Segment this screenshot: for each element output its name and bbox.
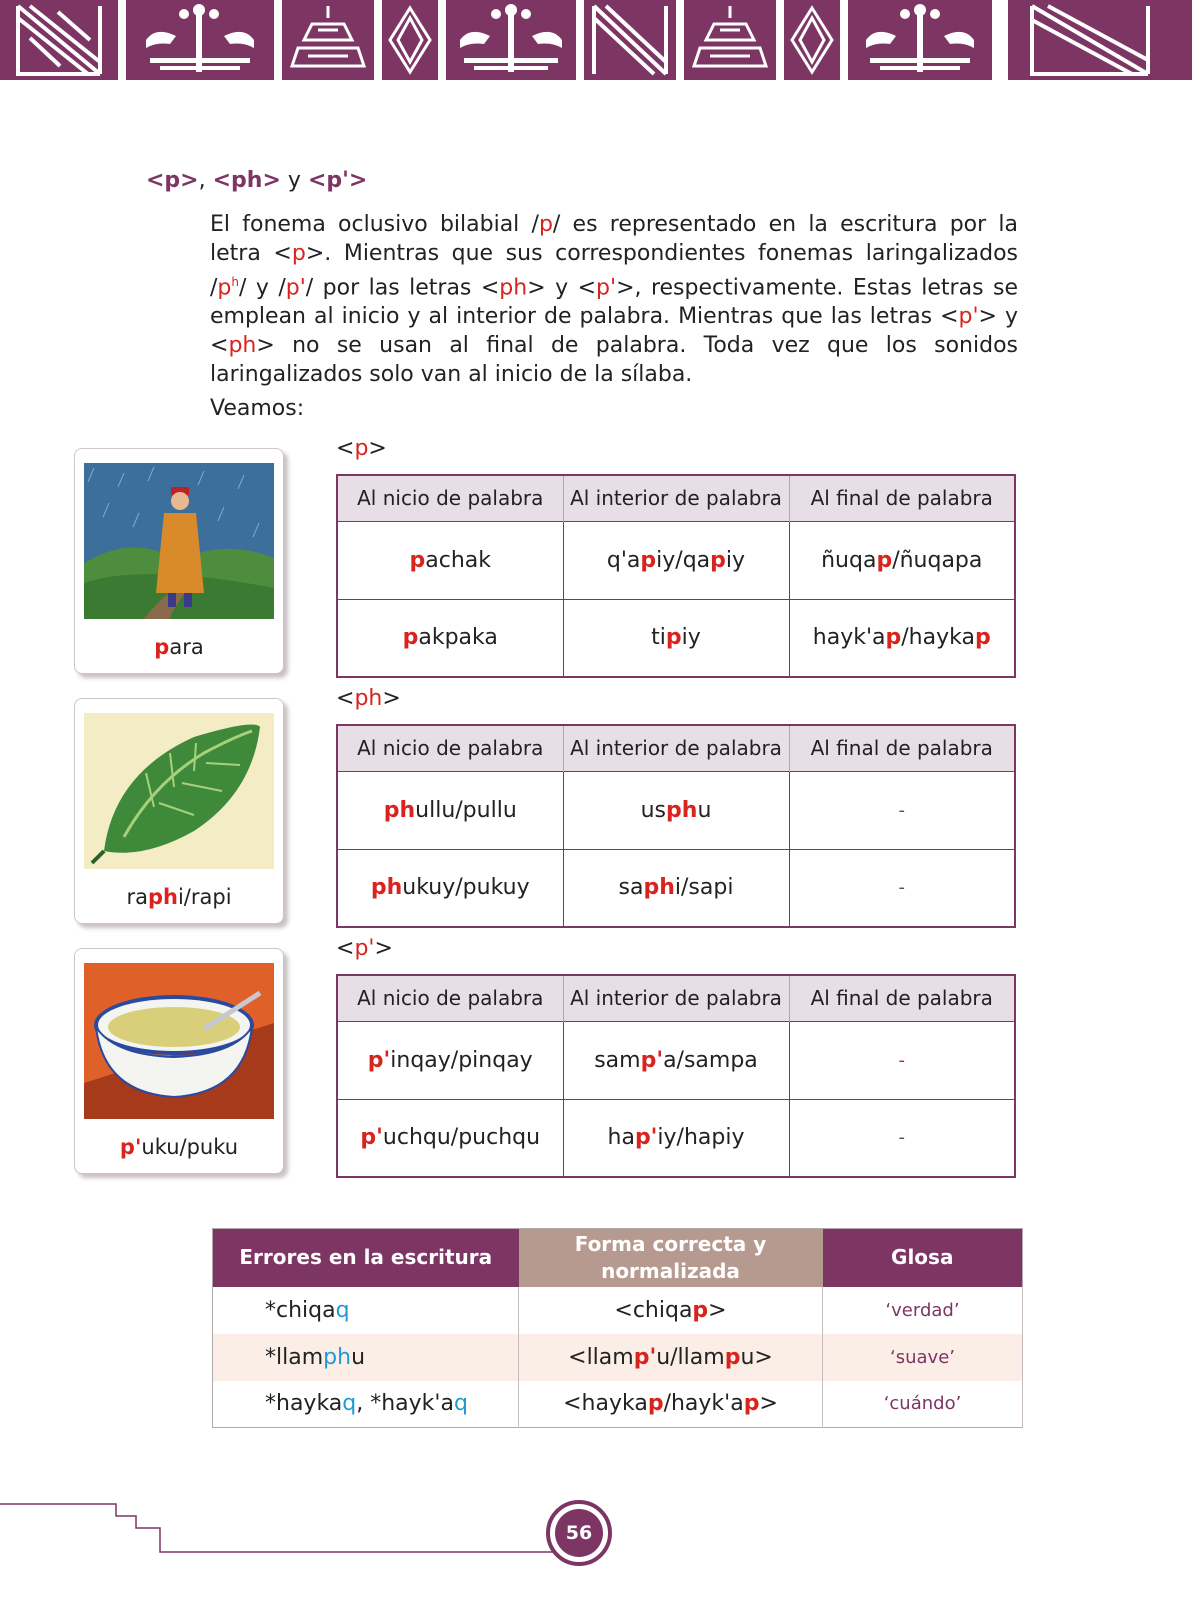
- table-row: [337, 1021, 1015, 1099]
- table-cell: saphi/sapi: [563, 849, 789, 927]
- correct-form-cell: <haykap/hayk'ap>: [519, 1381, 823, 1428]
- diagonal-weave-icon: [0, 0, 118, 80]
- column-header: Al final de palabra: [789, 975, 1015, 1021]
- gloss-cell: ‘suave’: [823, 1334, 1023, 1381]
- table-row: [337, 1099, 1015, 1177]
- column-header: Al interior de palabra: [563, 475, 789, 521]
- birds-and-tree-icon: [848, 0, 992, 80]
- picture-card-para: [74, 448, 284, 674]
- table-cell: pachak: [337, 521, 563, 599]
- table-row: [337, 849, 1015, 927]
- diamond-icon: [784, 0, 840, 80]
- table-row: [337, 599, 1015, 677]
- table-label-ph: <ph>: [336, 686, 401, 711]
- person-in-rain-image: [84, 463, 274, 619]
- page-number: 56: [555, 1509, 603, 1557]
- band-panel-diagonal-left: [0, 0, 118, 80]
- band-panel-diamond-2: [784, 0, 840, 80]
- veamos-label: Veamos:: [210, 396, 305, 421]
- heading-conjunction: y: [287, 168, 301, 193]
- card-caption: raphi/rapi: [126, 885, 232, 909]
- table-cell: -: [789, 1021, 1015, 1099]
- table-cell: tipiy: [563, 599, 789, 677]
- column-header: Al final de palabra: [789, 475, 1015, 521]
- error-cell: *chiqaq: [213, 1287, 519, 1334]
- header-decorative-band: [0, 0, 1192, 84]
- band-panel-diamond: [382, 0, 438, 80]
- column-header: Forma correcta y normalizada: [519, 1229, 823, 1287]
- table-cell: q'apiy/qapiy: [563, 521, 789, 599]
- column-header: Al final de palabra: [789, 725, 1015, 771]
- table-cell: samp'a/sampa: [563, 1021, 789, 1099]
- table-label-p-apostrophe: <p'>: [336, 936, 393, 961]
- column-header: Al nicio de palabra: [337, 975, 563, 1021]
- column-header: Al nicio de palabra: [337, 725, 563, 771]
- gloss-cell: ‘verdad’: [823, 1287, 1023, 1334]
- birds-and-tree-icon: [126, 0, 274, 80]
- birds-and-tree-icon: [446, 0, 576, 80]
- table-row: [337, 521, 1015, 599]
- band-panel-temple: [282, 0, 374, 80]
- table-row: [337, 771, 1015, 849]
- table-cell: p'inqay/pinqay: [337, 1021, 563, 1099]
- table-cell: phullu/pullu: [337, 771, 563, 849]
- temple-icon: [282, 0, 374, 80]
- band-panel-temple-2: [684, 0, 776, 80]
- table-cell: -: [789, 849, 1015, 927]
- gloss-cell: ‘cuándo’: [823, 1381, 1023, 1428]
- table-cell: phukuy/pukuy: [337, 849, 563, 927]
- examples-table-p: [336, 474, 1016, 678]
- picture-card-puku: [74, 948, 284, 1174]
- table-header-row: [337, 975, 1015, 1021]
- errors-header-row: [213, 1229, 1023, 1287]
- table-cell: ñuqap/ñuqapa: [789, 521, 1015, 599]
- error-cell: *haykaq, *hayk'aq: [213, 1381, 519, 1428]
- examples-table-ph: [336, 724, 1016, 928]
- card-caption: para: [154, 635, 204, 659]
- diamond-icon: [382, 0, 438, 80]
- band-panel-birds-2: [446, 0, 576, 80]
- heading-letter-ph: <ph>: [212, 168, 281, 193]
- heading-letter-p: <p>: [146, 168, 199, 193]
- band-panel-birds: [126, 0, 274, 80]
- table-row: [213, 1334, 1023, 1381]
- table-cell: usphu: [563, 771, 789, 849]
- errors-table: [212, 1228, 1023, 1428]
- page-number-badge: [546, 1500, 612, 1566]
- table-row: [213, 1287, 1023, 1334]
- explanation-paragraph: El fonema oclusivo bilabial /p/ es representado en la escritura por la letra <p>. Mientras que sus correspondientes fonemas laringalizados $/p^h/$ y /p'/ por las letras <ph> y <p'>, respectivamente. Estas letras se emplean al inicio y al interior de palabra. Mientras que las letras <p'> y <ph> no se usan al final de palabra. Toda vez que los sonidos laringalizados solo van al inicio de la sílaba.: [210, 212, 1019, 388]
- picture-card-raphi: [74, 698, 284, 924]
- leaf-image: [84, 713, 274, 869]
- table-row: [213, 1381, 1023, 1428]
- correct-form-cell: <chiqap>: [519, 1287, 823, 1334]
- band-panel-diagonal-right: [1008, 0, 1192, 80]
- table-cell: -: [789, 1099, 1015, 1177]
- table-cell: -: [789, 771, 1015, 849]
- heading-letter-p-apostrophe: <p'>: [307, 168, 368, 193]
- soup-bowl-image: [84, 963, 274, 1119]
- band-panel-diagonal-mid: [584, 0, 676, 80]
- column-header: Al nicio de palabra: [337, 475, 563, 521]
- table-header-row: [337, 725, 1015, 771]
- table-cell: p'uchqu/puchqu: [337, 1099, 563, 1177]
- column-header: Errores en la escritura: [213, 1229, 519, 1287]
- diagonal-weave-icon: [584, 0, 676, 80]
- temple-icon: [684, 0, 776, 80]
- column-header: Glosa: [823, 1229, 1023, 1287]
- table-header-row: [337, 475, 1015, 521]
- band-panel-birds-3: [848, 0, 992, 80]
- column-header: Al interior de palabra: [563, 975, 789, 1021]
- correct-form-cell: <llamp'u/llampu>: [519, 1334, 823, 1381]
- error-cell: *llamphu: [213, 1334, 519, 1381]
- table-cell: hayk'ap/haykap: [789, 599, 1015, 677]
- table-label-p: <p>: [336, 436, 387, 461]
- heading-comma: ,: [198, 168, 206, 193]
- card-caption: p'uku/puku: [119, 1135, 239, 1159]
- diagonal-weave-icon: [1008, 0, 1192, 80]
- table-cell: pakpaka: [337, 599, 563, 677]
- section-heading: [146, 168, 367, 193]
- examples-table-p-apostrophe: [336, 974, 1016, 1178]
- column-header: Al interior de palabra: [563, 725, 789, 771]
- footer-step-lines: [0, 1500, 560, 1560]
- table-cell: hap'iy/hapiy: [563, 1099, 789, 1177]
